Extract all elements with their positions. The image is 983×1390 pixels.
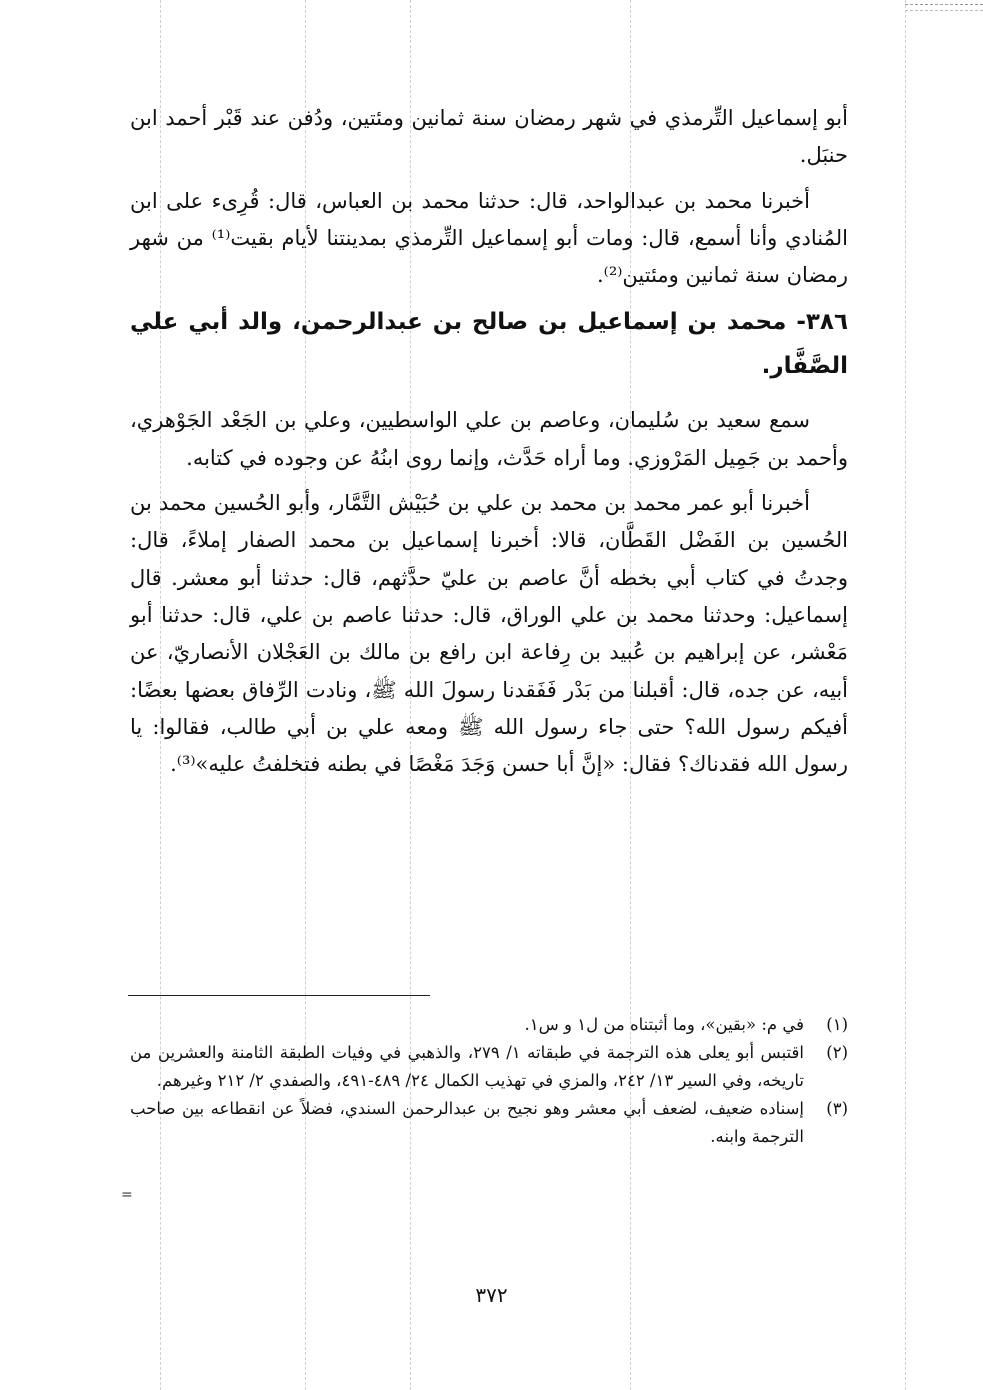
top-guide-line-2 <box>905 10 983 11</box>
footnotes <box>130 1011 848 1151</box>
scan-guide-line <box>905 0 906 1390</box>
footnote-text: اقتبس أبو يعلى هذه الترجمة في طبقاته ١/ ٢٧٩، والذهبي في وفيات الطبقة الثامنة والعشرين من تاريخه، وفي السير ١٣/ ٢٤٢، والمزي في تهذيب الكمال ٢٤/ ٤٨٩-٤٩١، والصفدي ٢/ ٢١٢ وغيرهم. <box>130 1043 804 1090</box>
margin-mark: = <box>121 1187 133 1203</box>
paragraph: أخبرنا أبو عمر محمد بن محمد بن علي بن حُبَيْش التَّمَّار، وأبو الحُسين محمد بن الحُسين بن الفَضْل القَطَّان، قالا: أخبرنا إسماعيل بن محمد الصفار إملاءً، قال: وجدتُ في كتاب أبي بخطه أنَّ عاصم بن عليّ حدَّثهم، قال: حدثنا أبو معشر. قال إسماعيل: وحدثنا محمد بن علي الوراق، قال: حدثنا عاصم بن علي، قال: حدثنا أبو مَعْشر، عن إبراهيم بن عُبيد بن رِفاعة ابن رافع بن مالك بن العَجْلان الأنصاريّ، عن أبيه، عن جده، قال: أقبلنا من بَدْر فَفَقدنا رسولَ الله ﷺ، ونادت الرِّفاق بعضها بعضًا: أفيكم رسول الله؟ حتى جاء رسول الله ﷺ ومعه علي بن أبي طالب، فقالوا: يا رسول الله فقدناك؟ فقال: «إنَّ أبا حسن وَجَدَ مَغْصًا في بطنه فتخلفتُ عليه»⁽³⁾. <box>130 491 848 777</box>
paragraph: سمع سعيد بن سُليمان، وعاصم بن علي الواسطيين، وعلي بن الجَعْد الجَوْهري، وأحمد بن جَمِيل المَرْوزي. وما أراه حَدَّث، وإنما روى ابنُهُ عن وجوده في كتابه. <box>130 408 848 470</box>
footnote-number: (٢) <box>826 1043 848 1062</box>
entry-heading: ٣٨٦- محمد بن إسماعيل بن صالح بن عبدالرحمن، والد أبي علي الصَّفَّار. <box>130 309 848 380</box>
paragraph: أبو إسماعيل التِّرمذي في شهر رمضان سنة ثمانين ومئتين، ودُفن عند قَبْر أحمد ابن حنبَل. <box>130 106 848 168</box>
footnote <box>130 1039 848 1095</box>
page-number: ٣٧٢ <box>475 1283 508 1307</box>
footnote-number: (١) <box>826 1015 848 1034</box>
footnote-separator <box>128 995 430 996</box>
footnote-number: (٣) <box>826 1099 848 1118</box>
footnote <box>130 1011 848 1039</box>
footnote <box>130 1095 848 1151</box>
footnote-text: في م: «بقين»، وما أثبتناه من ل١ و س١. <box>524 1015 804 1034</box>
footnote-text: إسناده ضعيف، لضعف أبي معشر وهو نجيح بن عبدالرحمن السندي، فضلاً عن انقطاعه بين صاحب الترجمة وابنه. <box>130 1099 804 1146</box>
paragraph: أخبرنا محمد بن عبدالواحد، قال: حدثنا محمد بن العباس، قال: قُرِىء على ابن المُنادي وأنا أسمع، قال: ومات أبو إسماعيل التِّرمذي بمدينتنا لأيام بقيت⁽¹⁾ من شهر رمضان سنة ثمانين ومئتين⁽²⁾. <box>130 188 848 288</box>
top-guide-line <box>905 4 983 5</box>
